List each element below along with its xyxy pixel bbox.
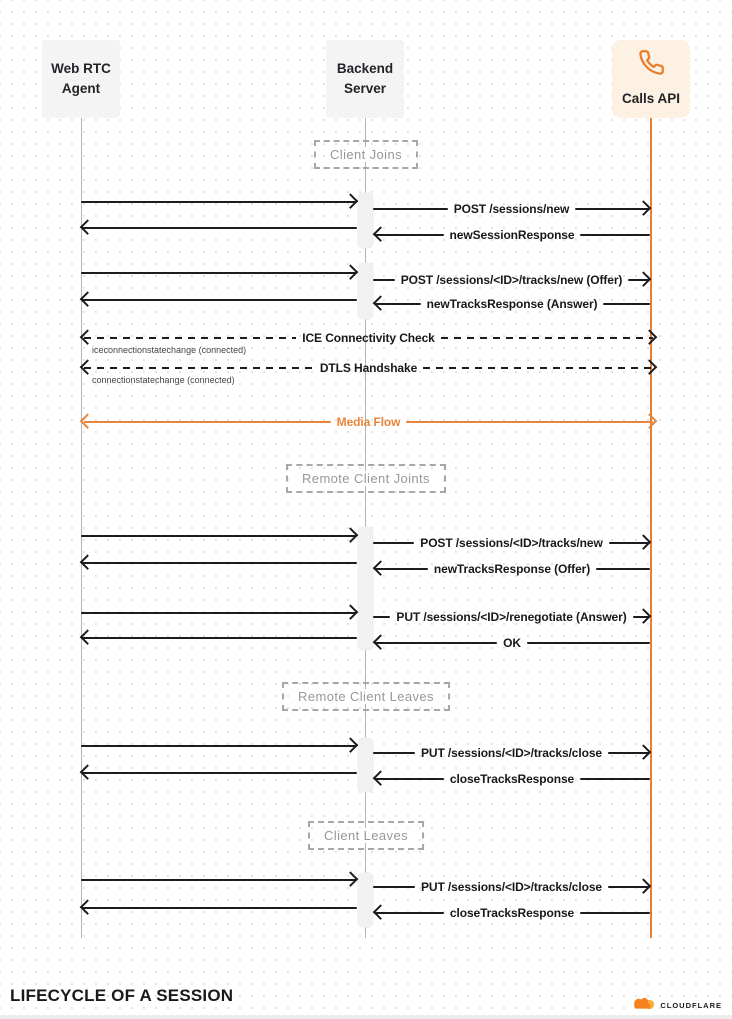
message-arrow-media-flow — [81, 415, 656, 429]
arrow-line — [81, 299, 357, 302]
actor-label: Web RTC — [51, 61, 111, 77]
message-arrow-m6 — [374, 562, 650, 576]
message-label: PUT /sessions/<ID>/renegotiate (Answer) — [396, 610, 627, 624]
activation-bar — [358, 738, 373, 792]
message-arrow-ice — [81, 331, 656, 345]
arrow-line — [527, 642, 650, 645]
arrowhead-right-icon — [642, 329, 658, 345]
arrow-line — [81, 535, 357, 538]
arrow-line — [84, 367, 314, 370]
arrowhead-right-icon — [343, 871, 359, 887]
message-label: PUT /sessions/<ID>/tracks/close — [421, 746, 602, 760]
activation-bar — [358, 263, 373, 319]
arrow-line — [81, 772, 357, 775]
actor-label: Calls API — [621, 91, 681, 106]
activation-bar — [358, 193, 373, 248]
arrow-webrtc-to-backend — [81, 739, 357, 753]
arrow-line — [580, 912, 650, 915]
arrow-line — [373, 886, 415, 889]
phase-label: Remote Client Joints — [299, 471, 433, 486]
lifeline-webrtc — [81, 118, 83, 938]
arrowhead-left-icon — [373, 226, 389, 242]
page-title: LIFECYCLE OF A SESSION — [10, 986, 234, 1005]
phase-box-client-joins — [314, 140, 418, 169]
arrowhead-right-icon — [343, 527, 359, 543]
bottom-edge — [0, 1015, 732, 1019]
message-arrow-m12 — [374, 906, 650, 920]
message-label: Media Flow — [336, 415, 401, 429]
arrowhead-right-icon — [343, 737, 359, 753]
arrow-line — [406, 421, 653, 424]
arrowhead-right-icon — [636, 608, 652, 624]
arrowhead-left-icon — [80, 413, 96, 429]
arrowhead-right-icon — [343, 193, 359, 209]
event-note-dtls: connectionstatechange (connected) — [92, 375, 235, 385]
arrowhead-right-icon — [642, 359, 658, 375]
arrowhead-left-icon — [373, 634, 389, 650]
arrowhead-right-icon — [636, 271, 652, 287]
arrowhead-left-icon — [373, 904, 389, 920]
arrow-webrtc-to-backend — [81, 606, 357, 620]
phase-box-remote-client-leaves — [282, 682, 450, 711]
arrowhead-right-icon — [636, 744, 652, 760]
actor-label: Backend — [336, 61, 394, 77]
actor-box-calls-api — [612, 40, 690, 118]
arrowhead-left-icon — [80, 764, 96, 780]
arrow-line — [81, 637, 357, 640]
arrow-webrtc-to-backend — [81, 873, 357, 887]
arrow-webrtc-to-backend — [81, 195, 357, 209]
message-arrow-dtls — [81, 361, 656, 375]
message-label: PUT /sessions/<ID>/tracks/close — [421, 880, 602, 894]
activation-bar — [358, 873, 373, 927]
arrow-line — [603, 303, 650, 306]
arrowhead-left-icon — [80, 291, 96, 307]
arrowhead-right-icon — [343, 604, 359, 620]
arrowhead-right-icon — [343, 264, 359, 280]
message-arrow-m10 — [374, 772, 650, 786]
arrow-line — [441, 337, 653, 340]
arrowhead-right-icon — [636, 878, 652, 894]
message-label: DTLS Handshake — [319, 361, 418, 375]
arrow-line — [580, 234, 650, 237]
message-arrow-m2 — [374, 228, 650, 242]
arrow-webrtc-to-backend — [81, 529, 357, 543]
arrow-line — [373, 752, 415, 755]
message-arrow-m11 — [373, 880, 650, 894]
arrow-line — [81, 745, 357, 748]
arrowhead-left-icon — [80, 554, 96, 570]
phase-box-client-leaves — [308, 821, 424, 850]
message-arrow-m9 — [373, 746, 650, 760]
arrowhead-left-icon — [80, 899, 96, 915]
arrow-line — [596, 568, 650, 571]
actor-label: Agent — [61, 81, 101, 96]
arrow-line — [81, 227, 357, 230]
arrow-line — [84, 421, 331, 424]
message-arrow-m5 — [373, 536, 650, 550]
arrowhead-left-icon — [373, 560, 389, 576]
arrowhead-right-icon — [636, 200, 652, 216]
message-arrow-m3 — [373, 273, 650, 287]
arrow-backend-to-webrtc — [81, 221, 357, 235]
activation-bar — [358, 527, 373, 650]
phase-label: Remote Client Leaves — [295, 689, 437, 704]
message-arrow-m4 — [374, 297, 650, 311]
brand-wordmark: CLOUDFLARE — [660, 1001, 722, 1010]
arrow-line — [81, 879, 357, 882]
arrowhead-left-icon — [80, 359, 96, 375]
actor-label: Server — [343, 81, 387, 96]
arrow-line — [84, 337, 296, 340]
message-label: OK — [503, 636, 521, 650]
message-label: closeTracksResponse — [449, 906, 575, 920]
arrow-line — [374, 642, 497, 645]
arrowhead-left-icon — [80, 329, 96, 345]
phase-label: Client Leaves — [321, 828, 411, 843]
actor-box-backend-server — [326, 40, 404, 118]
phone-icon — [638, 49, 665, 82]
arrowhead-left-icon — [373, 770, 389, 786]
cloudflare-cloud-icon — [629, 995, 657, 1016]
arrow-line — [373, 208, 448, 211]
arrowhead-right-icon — [642, 413, 658, 429]
arrow-webrtc-to-backend — [81, 266, 357, 280]
arrow-line — [81, 612, 357, 615]
arrow-line — [373, 542, 414, 545]
arrow-backend-to-webrtc — [81, 556, 357, 570]
phase-box-remote-client-joins — [286, 464, 446, 493]
arrow-backend-to-webrtc — [81, 631, 357, 645]
arrow-line — [373, 279, 395, 282]
message-label: newTracksResponse (Answer) — [426, 297, 598, 311]
message-label: ICE Connectivity Check — [302, 331, 435, 345]
arrow-line — [373, 616, 390, 619]
message-label: closeTracksResponse — [449, 772, 575, 786]
message-label: POST /sessions/<ID>/tracks/new — [420, 536, 603, 550]
message-arrow-m1 — [373, 202, 650, 216]
message-label: POST /sessions/<ID>/tracks/new (Offer) — [400, 273, 623, 287]
message-label: POST /sessions/new — [453, 202, 570, 216]
arrow-backend-to-webrtc — [81, 293, 357, 307]
lifeline-calls-api — [650, 118, 652, 938]
arrow-line — [81, 272, 357, 275]
event-note-ice: iceconnectionstatechange (connected) — [92, 345, 247, 355]
actor-box-webrtc-agent — [42, 40, 120, 118]
arrow-line — [423, 367, 653, 370]
arrow-line — [580, 778, 650, 781]
arrow-backend-to-webrtc — [81, 766, 357, 780]
cloudflare-logo — [629, 995, 722, 1016]
arrowhead-left-icon — [373, 295, 389, 311]
message-label: newTracksResponse (Offer) — [433, 562, 591, 576]
arrow-line — [81, 907, 357, 910]
arrow-backend-to-webrtc — [81, 901, 357, 915]
arrowhead-left-icon — [80, 629, 96, 645]
phase-label: Client Joins — [327, 147, 405, 162]
arrow-line — [81, 201, 357, 204]
message-arrow-m8 — [374, 636, 650, 650]
message-arrow-m7 — [373, 610, 650, 624]
message-label: newSessionResponse — [449, 228, 575, 242]
arrowhead-left-icon — [80, 219, 96, 235]
arrow-line — [81, 562, 357, 565]
arrowhead-right-icon — [636, 534, 652, 550]
